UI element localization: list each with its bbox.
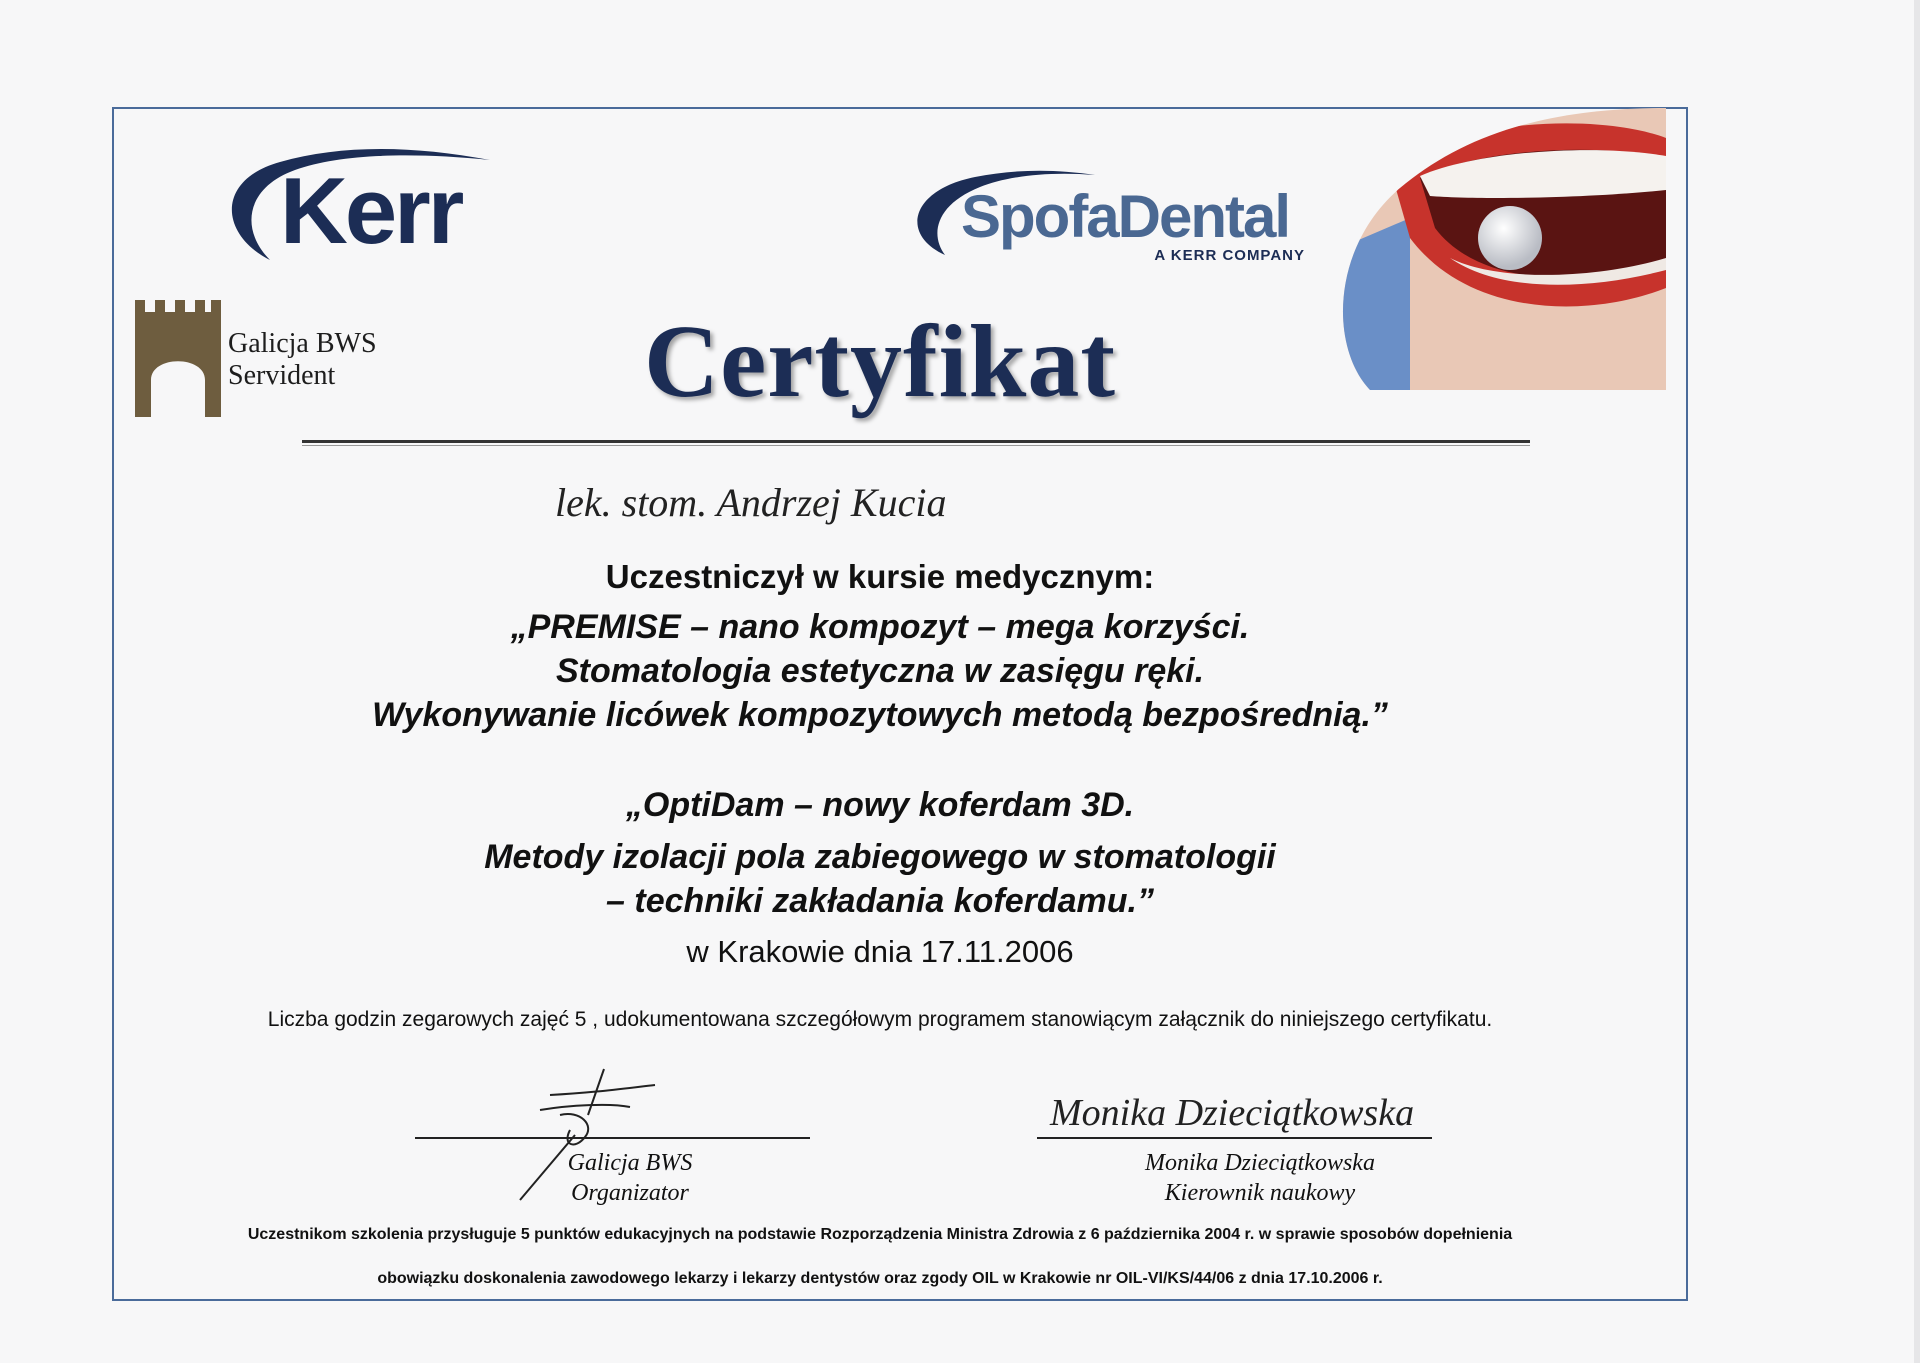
- spofa-logo-text: SpofaDental: [961, 183, 1290, 250]
- left-signatory: [500, 1148, 760, 1208]
- course1-line1: „PREMISE – nano kompozyt – mega korzyści.: [510, 608, 1250, 646]
- course2-line1: „OptiDam – nowy koferdam 3D.: [625, 786, 1135, 824]
- footer-line2: obowiązku doskonalenia zawodowego lekarzy i lekarzy dentystów oraz zgody OIL w Krakowie nr OIL-VI/KS/44/06 z dnia 17.10.2006 r.: [377, 1270, 1383, 1287]
- galicja-line1: Galicja BWS: [228, 328, 377, 359]
- title-divider: [302, 440, 1530, 443]
- course1-line3: Wykonywanie licówek kompozytowych metodą bezpośrednią.”: [372, 696, 1388, 734]
- spofadental-logo: [905, 165, 1325, 275]
- spofa-tagline: A KERR COMPANY: [1154, 247, 1305, 264]
- kerr-logo-text: Kerr: [280, 158, 462, 263]
- place-date: w Krakowie dnia 17.11.2006: [686, 934, 1074, 969]
- kerr-logo: [210, 140, 500, 263]
- galicja-line2: Servident: [228, 360, 336, 391]
- certificate-title: Certyfikat: [643, 304, 1117, 419]
- hours-note: Liczba godzin zegarowych zajęć 5 , udokumentowana szczegółowym programem stanowiącym załącznik do niniejszego certyfikatu.: [267, 1008, 1493, 1031]
- left-signatory-name: Galicja BWS: [567, 1150, 693, 1176]
- course-intro: Uczestniczył w kursie medycznym:: [605, 558, 1155, 595]
- right-signatory: [1100, 1148, 1420, 1208]
- recipient-name: lek. stom. Andrzej Kucia: [555, 480, 947, 525]
- footer-line1: Uczestnikom szkolenia przysługuje 5 punktów edukacyjnych na podstawie Rozporządzenia Ministra Zdrowia z 6 października 2004 r. w sprawie sposobów dopełnienia: [247, 1226, 1513, 1243]
- title-divider-thin: [302, 445, 1530, 446]
- course2-line2: Metody izolacji pola zabiegowego w stomatologii: [484, 838, 1276, 876]
- right-signature-handwriting: Monika Dzieciątkowska: [1050, 1092, 1415, 1134]
- course2-line3: – techniki zakładania koferdamu.”: [606, 882, 1154, 920]
- right-signatory-name: Monika Dzieciątkowska: [1145, 1150, 1375, 1176]
- left-signatory-role: Organizator: [571, 1180, 689, 1206]
- recipient-handwriting: [555, 468, 1105, 548]
- course1-line2: Stomatologia estetyczna w zasięgu ręki.: [555, 652, 1205, 690]
- right-signatory-role: Kierownik naukowy: [1164, 1180, 1356, 1206]
- right-signature-mark: [1040, 1080, 1440, 1140]
